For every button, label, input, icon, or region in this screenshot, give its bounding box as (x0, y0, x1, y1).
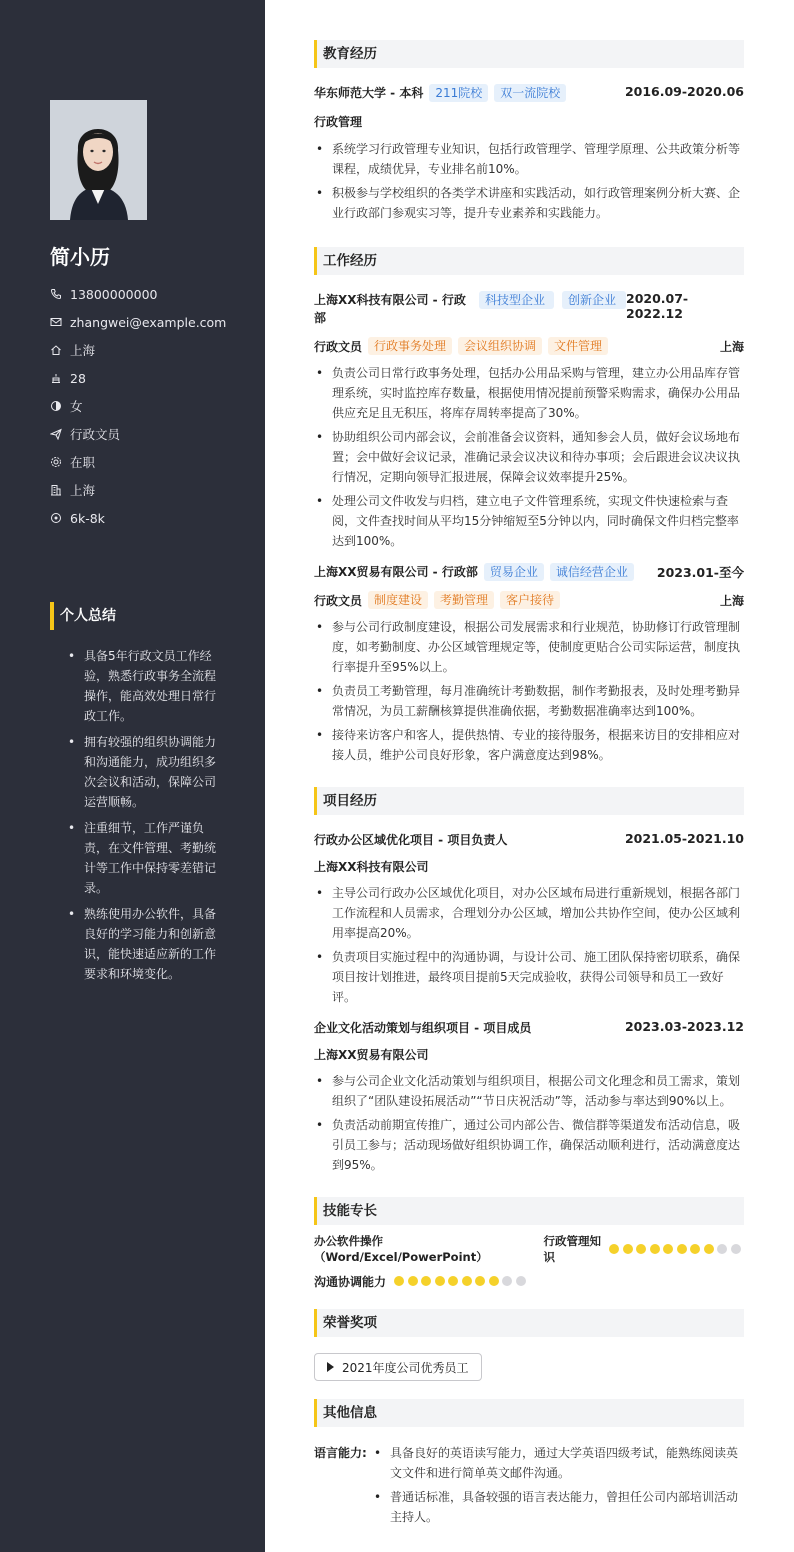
avatar (50, 100, 147, 220)
education-header (314, 84, 744, 102)
project-company: 上海XX贸易有限公司 (314, 1048, 429, 1062)
project-entry (314, 831, 744, 1007)
section-title: 工作经历 (314, 247, 744, 275)
section-title: 荣誉奖项 (314, 1309, 744, 1337)
projects-section (314, 787, 744, 1175)
bullet-item: • 负责员工考勤管理，每月准确统计考勤数据，制作考勤报表，及时处理考勤异常情况，为员工薪酬核算提供准确依据，考勤数据准确率达到100%。 (314, 681, 744, 721)
rating-dot (421, 1276, 431, 1286)
rating-dot (650, 1244, 660, 1254)
rating-dot (690, 1244, 700, 1254)
info-email (50, 308, 226, 336)
bullet-item: • 协助组织公司内部会议，会前准备会议资料，通知参会人员，做好会议场地布置；会中做好会议记录，准确记录会议决议和待办事项；会后跟进会议决议执行情况，定期向领导汇报进展，保障会议效率提升25%。 (314, 427, 744, 487)
bullet-item: • 具备良好的英语读写能力，通过大学英语四级考试，能熟练阅读英文文件和进行简单英文邮件沟通。 (372, 1443, 744, 1483)
awards-section (314, 1309, 744, 1381)
project-entry (314, 1019, 744, 1175)
job-entry (314, 291, 744, 551)
info-phone (50, 280, 226, 308)
bullet-item: • 负责活动前期宣传推广，通过公司内部公告、微信群等渠道发布活动信息，吸引员工参与；活动现场做好组织协调工作，确保活动顺利进行，活动满意度达到95%。 (314, 1115, 744, 1175)
bullet-item: • 参与公司行政制度建设，根据公司发展需求和行业规范，协助修订行政管理制度，如考勤制度、办公区域管理规定等，使制度更贴合公司实际运营，制度执行率提升至95%以上。 (314, 617, 744, 677)
rating-dot (408, 1276, 418, 1286)
section-title: 其他信息 (314, 1399, 744, 1427)
mail-icon (50, 316, 62, 328)
job-entry (314, 563, 744, 765)
project-header (314, 831, 744, 848)
company-tag: 创新企业 (562, 291, 626, 309)
bullet-item: • 积极参与学校组织的各类学术讲座和实践活动，如行政管理案例分析大赛、企业行政部门参观实习等，提升专业素养和实践能力。 (314, 183, 744, 223)
rating-dot (394, 1276, 404, 1286)
rating-dot (448, 1276, 458, 1286)
project-company: 上海XX科技有限公司 (314, 860, 429, 874)
award-text: 2021年度公司优秀员工 (342, 1360, 469, 1375)
info-text: 13800000000 (70, 286, 158, 302)
job-role-row (314, 591, 744, 609)
education-date: 2016.09-2020.06 (624, 84, 744, 99)
bullet-item: • 负责项目实施过程中的沟通协调，与设计公司、施工团队保持密切联系，确保项目按计划推进，最终项目提前5天完成验收，获得公司领导和员工一致好评。 (314, 947, 744, 1007)
sidebar (0, 0, 265, 1552)
school-tag: 双一流院校 (494, 84, 566, 102)
send-icon (50, 428, 62, 440)
summary-item: • 熟练使用办公软件，具备良好的学习能力和创新意识，能快速适应新的工作要求和环境变化。 (68, 904, 218, 984)
info-location (50, 336, 226, 364)
bullet-item: • 处理公司文件收发与归档，建立电子文件管理系统，实现文件快速检索与查阅，文件查找时间从平均15分钟缩短至5分钟以内，同时确保文件归档完整率达到100%。 (314, 491, 744, 551)
salary-icon (50, 512, 62, 524)
job-date: 2023.01-至今 (656, 565, 744, 580)
main-content (314, 40, 744, 1531)
skill-name: 行政管理知识 (543, 1234, 602, 1264)
project-bullets (314, 883, 744, 1007)
project-header (314, 1019, 744, 1036)
rating-dot (623, 1244, 633, 1254)
other-section (314, 1399, 744, 1531)
status-icon (50, 456, 62, 468)
section-title: 项目经历 (314, 787, 744, 815)
rating-dot (435, 1276, 445, 1286)
award-item[interactable] (314, 1353, 482, 1381)
rating-dot (717, 1244, 727, 1254)
bullet-item: • 系统学习行政管理专业知识，包括行政管理学、管理学原理、公共政策分析等课程，成绩优异，专业排名前10%。 (314, 139, 744, 179)
section-title: 技能专长 (314, 1197, 744, 1225)
summary-title: 个人总结 (50, 602, 116, 630)
rating-dot (663, 1244, 673, 1254)
rating-dot (502, 1276, 512, 1286)
info-text: 上海 (70, 343, 96, 358)
other-label: 语言能力: (314, 1446, 367, 1460)
info-text: 上海 (70, 483, 96, 498)
company-name: 上海XX科技有限公司 - 行政部 (314, 293, 466, 325)
skill-name: 沟通协调能力 (314, 1274, 387, 1289)
section-title: 教育经历 (314, 40, 744, 68)
job-date: 2020.07-2022.12 (626, 291, 689, 321)
rating-dot (475, 1276, 485, 1286)
skills-row (314, 1234, 744, 1264)
job-bullets (314, 363, 744, 551)
contact-info-list (50, 280, 226, 532)
job-role-row (314, 337, 744, 355)
language-row (314, 1443, 744, 1531)
company-tag: 科技型企业 (479, 291, 554, 309)
rating-dot (516, 1276, 526, 1286)
rating-dot (462, 1276, 472, 1286)
info-status (50, 448, 226, 476)
company-tag: 贸易企业 (484, 563, 544, 581)
work-section (314, 247, 744, 765)
play-icon (327, 1362, 334, 1372)
info-text: 28 (70, 370, 86, 386)
home-icon (50, 344, 62, 356)
info-text: 在职 (70, 455, 96, 470)
age-icon (50, 372, 62, 384)
rating-dot (636, 1244, 646, 1254)
education-section (314, 40, 744, 223)
skill-name: 办公软件操作（Word/Excel/PowerPoint） (314, 1234, 488, 1264)
skill-tag: 文件管理 (548, 337, 608, 355)
project-name: 行政办公区域优化项目 - 项目负责人 (314, 833, 508, 847)
job-header (314, 291, 744, 327)
skills-row (314, 1271, 744, 1291)
major: 行政管理 (314, 115, 363, 129)
skill-tag: 行政事务处理 (368, 337, 452, 355)
job-bullets (314, 617, 744, 765)
rating-dot (704, 1244, 714, 1254)
school-tag: 211院校 (429, 84, 488, 102)
company-tag: 诚信经营企业 (550, 563, 634, 581)
info-text: zhangwei@example.com (70, 314, 227, 330)
project-name: 企业文化活动策划与组织项目 - 项目成员 (314, 1021, 532, 1035)
project-date: 2021.05-2021.10 (624, 831, 744, 846)
info-text: 女 (70, 399, 83, 414)
info-position (50, 420, 226, 448)
skills-section (314, 1197, 744, 1291)
bullet-item: • 接待来访客户和客人，提供热情、专业的接待服务，根据来访目的安排相应对接人员，维护公司良好形象，客户满意度达到98%。 (314, 725, 744, 765)
info-city (50, 476, 226, 504)
skill-rating (394, 1276, 529, 1286)
summary-item: • 注重细节，工作严谨负责，在文件管理、考勤统计等工作中保持零差错记录。 (68, 818, 218, 898)
skill-tag: 会议组织协调 (458, 337, 542, 355)
rating-dot (489, 1276, 499, 1286)
skill-rating (609, 1244, 744, 1254)
gender-icon (50, 400, 62, 412)
job-role: 行政文员 (314, 339, 363, 354)
school-name: 华东师范大学 - 本科 (314, 86, 424, 100)
job-role: 行政文员 (314, 593, 363, 608)
phone-icon (50, 288, 62, 300)
summary-item: • 拥有较强的组织协调能力和沟通能力，成功组织多次会议和活动，保障公司运营顺畅。 (68, 732, 218, 812)
bullet-item: • 普通话标准，具备较强的语言表达能力，曾担任公司内部培训活动主持人。 (372, 1487, 744, 1527)
skill-tag: 客户接待 (500, 591, 560, 609)
education-bullets (314, 139, 744, 223)
job-city: 上海 (719, 339, 744, 354)
rating-dot (609, 1244, 619, 1254)
skill-tag: 考勤管理 (434, 591, 494, 609)
bullet-item: • 参与公司企业文化活动策划与组织项目，根据公司文化理念和员工需求，策划组织了“团队建设拓展活动”“节日庆祝活动”等，活动参与率达到90%以上。 (314, 1071, 744, 1111)
info-text: 6k-8k (70, 510, 105, 526)
summary-list (68, 646, 218, 990)
project-date: 2023.03-2023.12 (624, 1019, 744, 1034)
job-header (314, 563, 744, 581)
project-bullets (314, 1071, 744, 1175)
other-bullets (372, 1443, 744, 1531)
building-icon (50, 484, 62, 496)
info-age (50, 364, 226, 392)
rating-dot (677, 1244, 687, 1254)
bullet-item: • 主导公司行政办公区域优化项目，对办公区域布局进行重新规划，根据各部门工作流程和人员需求，合理划分办公区域，增加公共协作空间，使办公区域利用率提高20%。 (314, 883, 744, 943)
company-name: 上海XX贸易有限公司 - 行政部 (314, 565, 478, 579)
bullet-item: • 负责公司日常行政事务处理，包括办公用品采购与管理，建立办公用品库存管理系统，实时监控库存数量，根据使用情况提前预警采购需求，确保办公用品供应充足且无积压，将库存周转率提高了30%。 (314, 363, 744, 423)
info-gender (50, 392, 226, 420)
info-text: 行政文员 (70, 427, 121, 442)
summary-item: • 具备5年行政文员工作经验，熟悉行政事务全流程操作，能高效处理日常行政工作。 (68, 646, 218, 726)
info-salary (50, 504, 226, 532)
skill-tag: 制度建设 (368, 591, 428, 609)
rating-dot (731, 1244, 741, 1254)
job-city: 上海 (719, 593, 744, 608)
profile-name: 简小历 (50, 245, 110, 269)
